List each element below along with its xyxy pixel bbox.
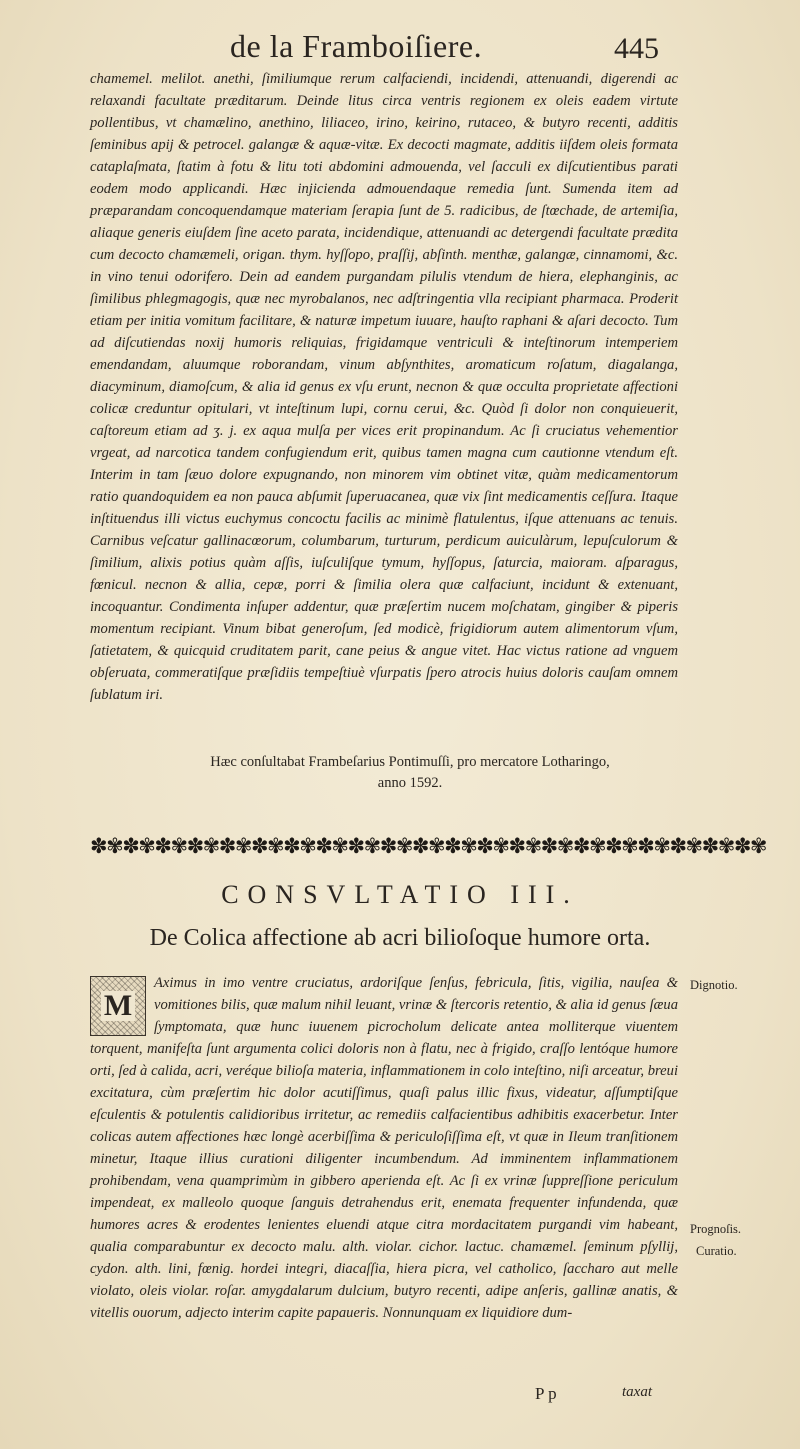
page-footer bbox=[0, 1384, 800, 1424]
page-number: 445 bbox=[614, 32, 659, 65]
margin-note-dignotio: Dignotio. bbox=[690, 978, 738, 992]
page-header bbox=[0, 20, 800, 70]
signature-mark: P p bbox=[535, 1384, 557, 1403]
catchword: taxat bbox=[622, 1384, 652, 1400]
decorated-initial bbox=[90, 976, 146, 1036]
body-paragraph-1 bbox=[90, 68, 678, 706]
margin-note-curatio: Curatio. bbox=[696, 1244, 737, 1258]
margin-note-prognosis: Prognoſis. bbox=[690, 1222, 742, 1236]
section-subtitle: De Colica affectione ab acri bilioſoque humore orta. bbox=[149, 925, 651, 951]
consultation-note: Hæc conſultabat Frambeſarius Pontimuſſi, pro mercatore Lotharingo, anno 1592. bbox=[210, 754, 610, 791]
running-head: de la Framboiſiere. bbox=[230, 28, 483, 64]
ornamental-divider: ✽✾✽✾✽✾✽✾✽✾✽✾✽✾✽✾✽✾✽✾✽✾✽✾✽✾✽✾✽✾✽✾✽✾✽✾✽✾✽✾✽✾ bbox=[90, 834, 767, 858]
paragraph-1-text: chamemel. melilot. anethi, ſimiliumque rerum calfaciendi, incidendi, attenuandi, digerendi ac relaxandi facultate præditarum. Deinde litus circa ventris regionem ex oleis eadem virtute pollentibus, vt chamælino, anethino, liliaceo, irino, keirino, rutaceo, & butyro recenti, additis ſeminibus apij & petrocel. galangæ & aquæ-vitæ. Ex decocti magmate, additis iiſdem oleis formata cataplaſmata, ſtatim à fotu & litu toti abdomini admouenda, vel ſacculi ex diſcutientibus parati eodem modo applicandi. Hæc injicienda admouendaque remedia ſunt. Sumenda item ad præparandam concoquendamque materiam ſerapia ſunt de 5. radicibus, de ſtœchade, de artemiſia, aliaque generis eiuſdem ſine aceto parata, incidendique, attenuandi ac detergendi facultate prædita cum decocto chamæmeli, origan. thym. hyſſopo, praſſij, abſinth. menthæ, galangæ, cinnamomi, &c. in vino tenui odorifero. Dein ad eandem purgandam pilulis vtendum de hiera, elephanginis, ac ſimilibus phlegmagogis, quæ nec myrobalanos, nec adſtringentia vlla recipiant pharmaca. Proderit etiam per initia vomitum facilitare, & naturæ impetum iuuare, hauſto raphani & aſari decocto. Tum ad diſcutiendas noxij humoris reliquias, frigidamque ventriculi & inteſtinorum intemperiem emendandam, aluumque roborandam, vinum abſynthites, aromaticum roſatum, diagalanga, diacyminum, diamoſcum, & alia id genus ex vſu erunt, necnon & quæ occulta proprietate affectioni colicæ creduntur opitulari, vt inteſtinum lupi, cornu cerui, &c. Quòd ſi dolor non conquieuerit, caſtoreum etiam ad ʒ. j. ex aqua mulſa per vices erit propinandum. Ac ſi cruciatus vehementior vrgeat, ad narcotica tandem confugiendum erit, quibus tamen magna cum cautionne vtendum eſt. Interim in tam ſæuo dolore expugnando, non minorem vim obtinet vitæ, quàm medicamentorum ratio quandoquidem ea non pauca abſumit ſuperuacanea, quæ vix ſint medicamentis ceſſura. Itaque inſtituendus illi victus euchymus concoctu facilis ac minimè flatulentus, iſque attenuans ac tenuis. Carnibus veſcatur gallinacœorum, columbarum, turturum, perdicum auiculàrum, lepuſculorum & ſimilium, alixis potius quàm aſſis, iuſculiſque tymum, hyſſopus, ſaturcia, maioram. aſparagus, fœnicul. necnon & allia, cepæ, porri & ſimilia olera quæ calfaciunt, incidunt & extenuant, incoquantur. Condimenta inſuper addentur, quæ præſertim nucem moſchatam, gingiber & piperis momentum recipiant. Vinum bibat generoſum, ſed modicè, frigidiorum autem alimentorum vſum, ſatietatem, & quicquid cruditatem parit, cane peius & angue vitet. Hac victus ratione ad vnguem obſeruata, commeratiſque præſidiis tempeſtiuè vſurpatis ſpero atrocis huius doloris cauſam omnem ſublatum iri. bbox=[90, 71, 678, 703]
paragraph-2-text: Aximus in imo ventre cruciatus, ardoriſque ſenſus, febricula, ſitis, vigilia, nauſea & vomitiones bilis, quæ malum nihil leuant, vrinæ & ſtercoris retentio, & alia id genus ſæua ſymptomata, quæ hunc iuuenem picrocholum delicate antea molliterque viuentem torquent, manifeſta ſunt argumenta colici doloris non à flatu, nec à frigido, craſſo lentóque humore orti, ſed à calida, acri, veréque bilioſa materia, inflammationem in colo inteſtino, niſi arceatur, breui excitatura, cùm præſertim hic dolor acutiſſimus, quaſi palus illic fixus, videatur, aſſumptiſque eſculentis & potulentis calidioribus irritetur, ac remediis calfacientibus adhibitis exacerbetur. Inter colicas autem affectiones hæc longè acerbiſſima & periculoſiſſima eſt, vt quæ in Ileum tranſitionem minetur, Itaque illius curationi diligenter incumbendum. Ad imminentem inflammationem prohibendam, vena quamprimùm in gibbero aperienda eſt. Ac ſi ex vrinæ ſuppreſſione periculum impendeat, ex malleolo quoque ſanguis detrahendus erit, enemata frequenter infundenda, quæ humores acres & erodentes lenientes eluendi atque citra mordacitatem purgandi vim habeant, qualia comparabuntur ex decocto malu. alth. violar. cichor. lactuc. chamæmel. ſeminum pſyllij, cydon. alth. lini, fœnig. hordei integri, diacaſſia, hiera picra, vel catholico, ſaccharo aut melle violato, oleis violar. roſar. amygdalarum dulcium, butyro recenti, adipe anſeris, gallinæ anatis, & vitellis ouorum, adjecto interim capite papaueris. Nonnunquam ex liquidiore dum- bbox=[90, 975, 678, 1321]
section-title: CONSVLTATIO III. bbox=[221, 880, 579, 909]
drop-cap-letter: M bbox=[101, 991, 135, 1021]
body-paragraph-2 bbox=[90, 972, 678, 1324]
